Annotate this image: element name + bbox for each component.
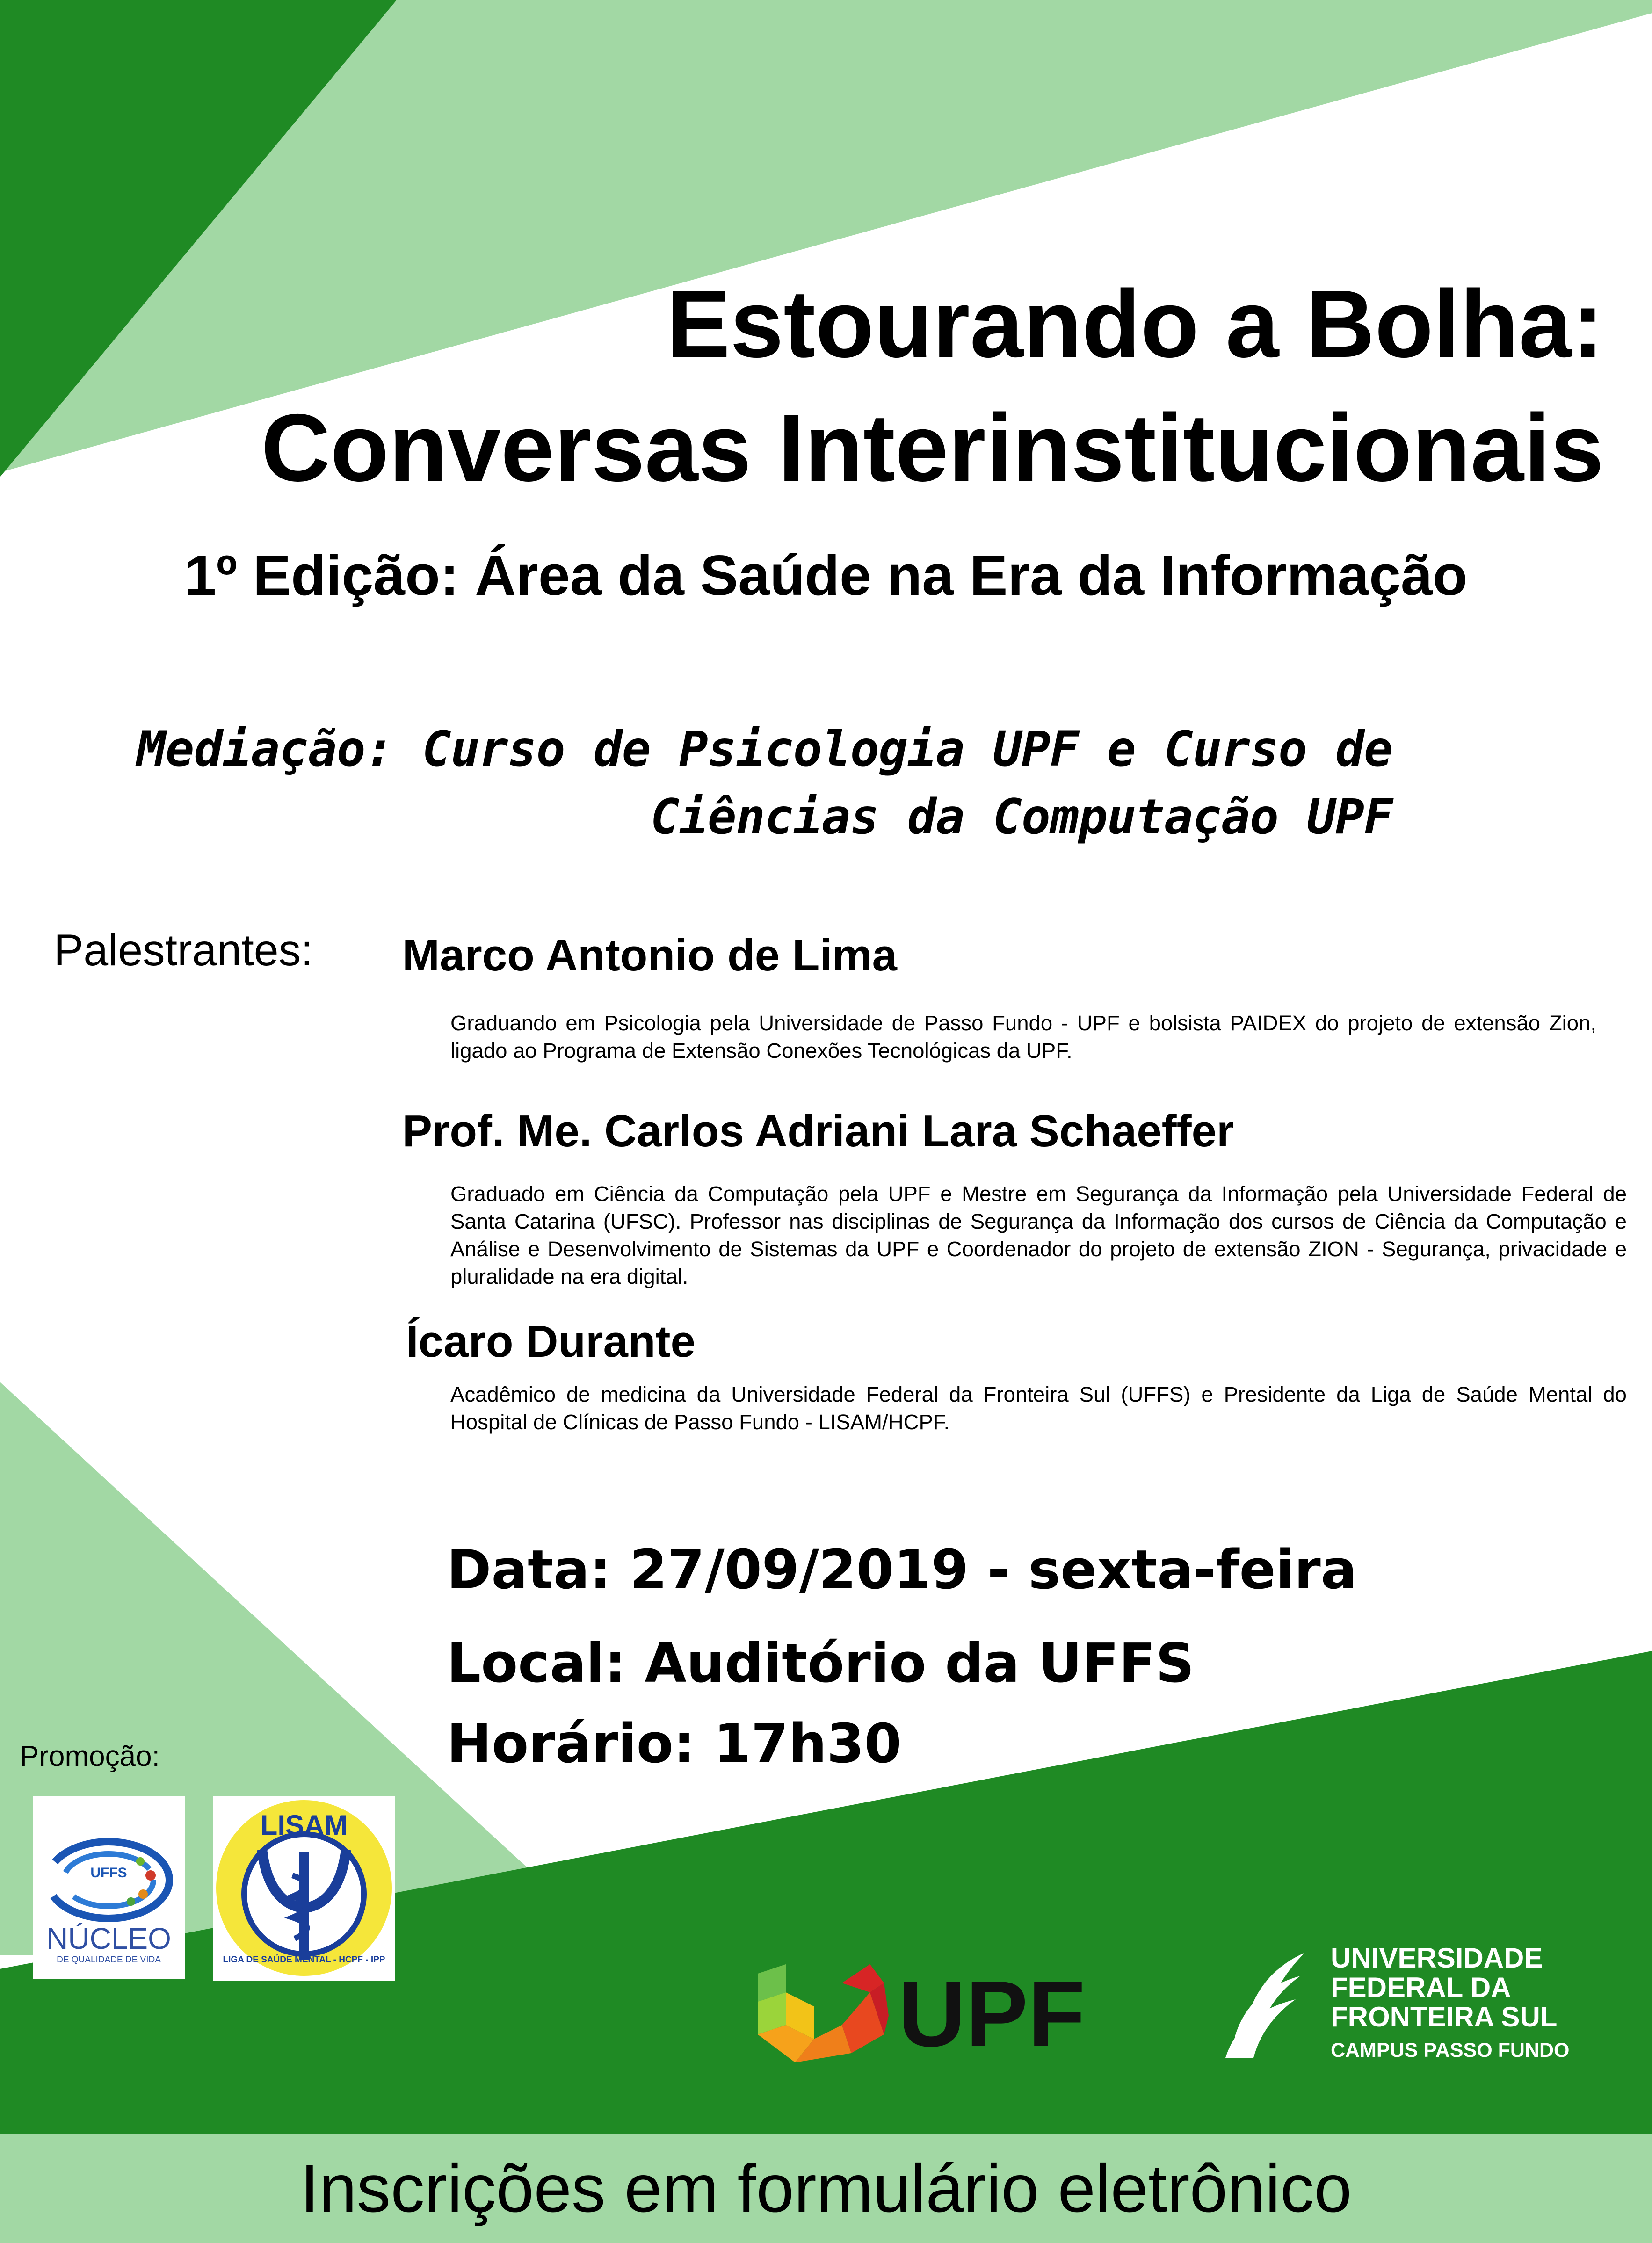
speaker-bio: Graduado em Ciência da Computação pela UPF e Mestre em Segurança da Informação pela Universidade Federal de Santa Catarina (UFSC). Professor nas disciplinas de Segurança da Informação dos cursos de Ciência da Computação e Análise e Desenvolvimento de Sistemas da UPF e Coordenador do projeto de extensão ZION - Segurança, privacidade e pluralidade na era digital. [450, 1182, 1627, 1288]
upf-name: UPF [898, 1962, 1085, 2066]
mediation-line-1: Mediação: Curso de Psicologia UPF e Curso de [137, 721, 1392, 777]
title-line-1: Estourando a Bolha: [666, 270, 1604, 377]
event-location: Local: Auditório da UFFS [447, 1632, 1195, 1695]
nucleo-uffs-label: UFFS [90, 1865, 127, 1881]
registration-note: Inscrições em formulário eletrônico [300, 2150, 1352, 2226]
lisam-logo [213, 1796, 395, 1981]
speaker-bio: Acadêmico de medicina da Universidade Federal da Fronteira Sul (UFFS) e Presidente da Liga de Saúde Mental do Hospital de Clínicas de Passo Fundo - LISAM/HCPF. [450, 1382, 1627, 1434]
lisam-name: LISAM [260, 1809, 348, 1841]
uffs-campus: CAMPUS PASSO FUNDO [1331, 2039, 1570, 2062]
uffs-line-2: FEDERAL DA [1331, 1972, 1511, 2003]
speaker-bio: Graduando em Psicologia pela Universidade de Passo Fundo - UPF e bolsista PAIDEX do projeto de extensão Zion, ligado ao Programa de Extensão Conexões Tecnológicas da UPF. [450, 1011, 1596, 1063]
upf-emblem-icon [758, 1964, 898, 2065]
uffs-line-3: FRONTEIRA SUL [1331, 2001, 1558, 2033]
uffs-line-1: UNIVERSIDADE [1331, 1942, 1543, 1974]
footer-banner [0, 2134, 1652, 2243]
page-title [261, 262, 1604, 510]
nucleo-subtitle: DE QUALIDADE DE VIDA [57, 1955, 161, 1965]
upf-logo [758, 1964, 1165, 2065]
speakers-label: Palestrantes: [54, 926, 313, 975]
mediation-text [137, 716, 1393, 851]
speaker-name: Marco Antonio de Lima [402, 930, 897, 980]
title-line-2: Conversas Interinstitucionais [261, 394, 1604, 501]
uffs-emblem-icon [1221, 1943, 1310, 2060]
uffs-logo [1221, 1943, 1609, 2084]
lisam-ring-text: LIGA DE SAÚDE MENTAL - HCPF - IPP [223, 1955, 385, 1965]
speaker-name: Prof. Me. Carlos Adriani Lara Schaeffer [402, 1106, 1234, 1156]
edition-subtitle: 1º Edição: Área da Saúde na Era da Informação [184, 543, 1468, 607]
speaker-name: Ícaro Durante [406, 1317, 696, 1367]
promotion-label: Promoção: [20, 1740, 160, 1773]
nucleo-name: NÚCLEO [46, 1922, 171, 1955]
nucleo-logo [33, 1796, 185, 1979]
event-time: Horário: 17h30 [447, 1713, 902, 1775]
mediation-line-2: Ciências da Computação UPF [650, 789, 1392, 845]
event-date: Data: 27/09/2019 - sexta-feira [447, 1539, 1357, 1601]
